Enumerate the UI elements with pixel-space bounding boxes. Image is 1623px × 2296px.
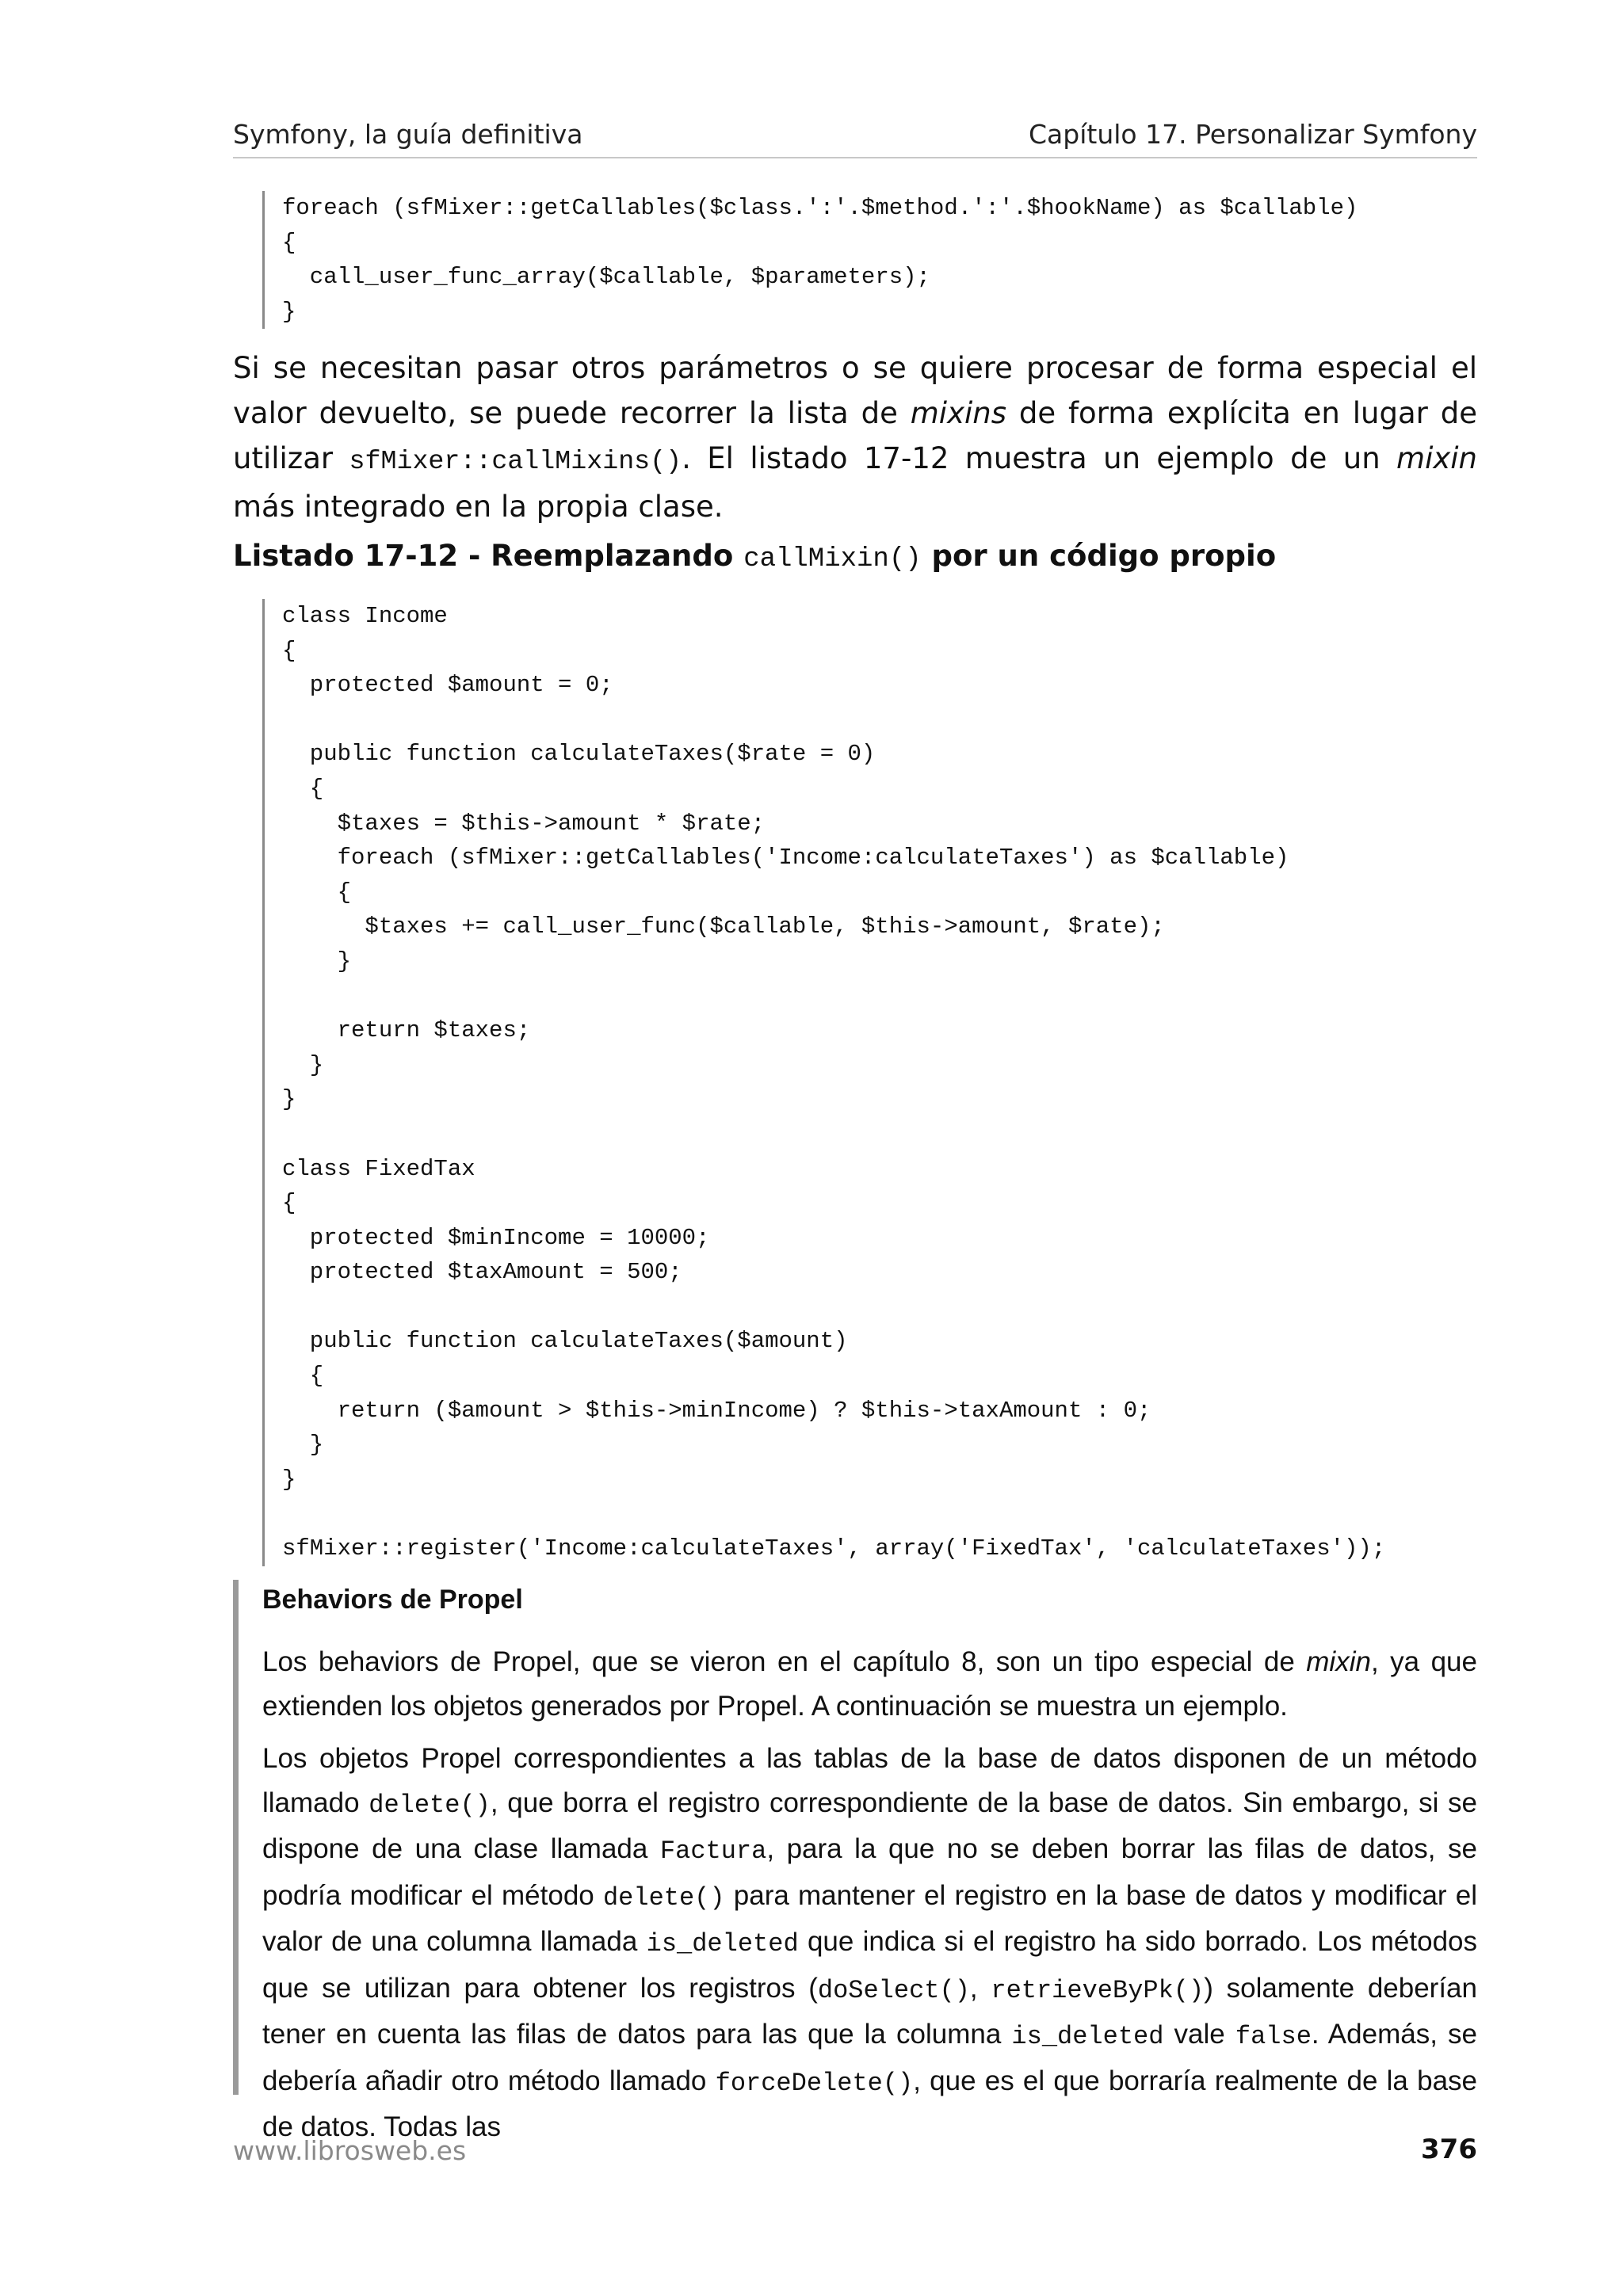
- text-run: Los objetos Propel correspondientes a las tablas de la base de datos disponen de un método llamado: [262, 1743, 1477, 1818]
- book-title: Symfony, la guía definitiva: [233, 119, 583, 150]
- inline-code: delete(): [369, 1790, 491, 1820]
- code-line: return ($amount > $this->minIncome) ? $this->taxAmount : 0;: [282, 1397, 1151, 1424]
- inline-code: sfMixer::callMixins(): [349, 446, 682, 476]
- text-run: Si se necesitan pasar otros parámetros o se quiere procesar de forma especial el valor devuelto, se puede recorrer la lista de: [233, 351, 1477, 430]
- text-run: Los behaviors de Propel, que se vieron en el capítulo 8, son un tipo especial de: [262, 1646, 1307, 1677]
- emphasis-mixin: mixin: [1306, 1646, 1371, 1677]
- code-line: [282, 979, 1385, 1014]
- code-line: [282, 703, 1385, 738]
- code-line: protected $taxAmount = 500;: [282, 1259, 682, 1286]
- listing-caption: [233, 539, 1276, 574]
- inline-code: doSelect(): [817, 1975, 970, 2005]
- code-line: {: [282, 879, 352, 906]
- text-run: vale: [1163, 2019, 1235, 2050]
- inline-code: is_deleted: [1011, 2022, 1164, 2051]
- code-line: class FixedTax: [282, 1155, 475, 1182]
- code-line: {: [282, 1190, 296, 1217]
- text-run: de forma explícita en lugar de utilizar: [233, 396, 1478, 475]
- text-run: , que borra el registro correspondiente de la base de datos. Sin embargo, si se dispone de una clase llamada: [262, 1787, 1477, 1864]
- inline-code: forceDelete(): [715, 2068, 914, 2098]
- code-line: }: [282, 1086, 296, 1113]
- code-line: foreach (sfMixer::getCallables($class.':'.$method.':'.$hookName) as $callable): [282, 195, 1358, 221]
- inline-code: is_deleted: [646, 1929, 799, 1958]
- page-number: 376: [1421, 2134, 1477, 2165]
- code-line: }: [282, 1051, 324, 1078]
- listing-caption-code: callMixin(): [743, 544, 922, 574]
- code-line: }: [282, 1466, 296, 1493]
- note-title: Behaviors de Propel: [262, 1585, 523, 1615]
- text-run: ) solamente deberían tener en cuenta las filas de datos para las que la columna: [262, 1972, 1477, 2050]
- code-line: foreach (sfMixer::getCallables('Income:calculateTaxes') as $callable): [282, 845, 1289, 871]
- page-header: [233, 119, 1477, 158]
- code-line: [282, 1290, 1385, 1325]
- code-block-listing: [262, 599, 1385, 1566]
- listing-caption-prefix: Listado 17-12 - Reemplazando: [233, 539, 744, 573]
- code-line: }: [282, 948, 352, 974]
- code-line: return $taxes;: [282, 1017, 531, 1044]
- listing-caption-suffix: por un código propio: [921, 539, 1277, 573]
- text-run: para mantener el registro en la base de datos y modificar el valor de una columna llamada: [262, 1879, 1477, 1957]
- text-run: . Además, se debería añadir otro método llamado: [262, 2019, 1477, 2096]
- code-line: sfMixer::register('Income:calculateTaxes', array('FixedTax', 'calculateTaxes'));: [282, 1535, 1386, 1562]
- text-run: más integrado en la propia clase.: [233, 490, 724, 524]
- code-line: protected $amount = 0;: [282, 672, 613, 699]
- code-line: {: [282, 1363, 324, 1390]
- code-line: [282, 1497, 1385, 1531]
- text-run: que indica si el registro ha sido borrado. Los métodos que se utilizan para obtener los registros (: [262, 1926, 1477, 2004]
- note-paragraph-1: [262, 1640, 1477, 1728]
- code-line: class Income: [282, 603, 448, 629]
- code-line: [282, 1117, 1385, 1152]
- code-block-top: [262, 191, 1358, 329]
- footer-website-link[interactable]: www.librosweb.es: [233, 2135, 467, 2166]
- code-line: {: [282, 637, 296, 664]
- text-run: . El listado 17-12 muestra un ejemplo de un: [682, 441, 1397, 475]
- inline-code: Factura: [659, 1836, 767, 1866]
- paragraph-intro: [233, 345, 1477, 529]
- sidebar-note: [233, 1580, 1483, 2142]
- code-line: protected $minIncome = 10000;: [282, 1224, 710, 1251]
- code-line: public function calculateTaxes($rate = 0): [282, 741, 876, 768]
- text-run: , ya que extienden los objetos generados por Propel. A continuación se muestra un ejemplo.: [262, 1646, 1477, 1722]
- code-line: public function calculateTaxes($amount): [282, 1328, 848, 1355]
- code-line: $taxes += call_user_func($callable, $this->amount, $rate);: [282, 913, 1165, 940]
- code-line: }: [282, 1432, 324, 1459]
- emphasis-mixins: mixins: [910, 396, 1006, 430]
- inline-code: retrieveByPk(): [991, 1975, 1205, 2005]
- text-run: , para la que no se deben borrar las filas de datos, se podría modificar el método: [262, 1833, 1477, 1911]
- code-line: {: [282, 775, 324, 802]
- code-line: call_user_func_array($callable, $parameters);: [282, 264, 930, 291]
- code-line: }: [282, 298, 296, 325]
- chapter-title: Capítulo 17. Personalizar Symfony: [1029, 119, 1477, 150]
- emphasis-mixin: mixin: [1396, 441, 1477, 475]
- inline-code: false: [1235, 2022, 1312, 2051]
- note-paragraph-2: [262, 1737, 1477, 2149]
- code-line: {: [282, 229, 296, 256]
- text-run: , que es el que borraría realmente de la base de datos. Todas las: [262, 2065, 1477, 2142]
- inline-code: delete(): [602, 1882, 725, 1913]
- code-line: $taxes = $this->amount * $rate;: [282, 810, 766, 837]
- text-run: ,: [969, 1972, 991, 2004]
